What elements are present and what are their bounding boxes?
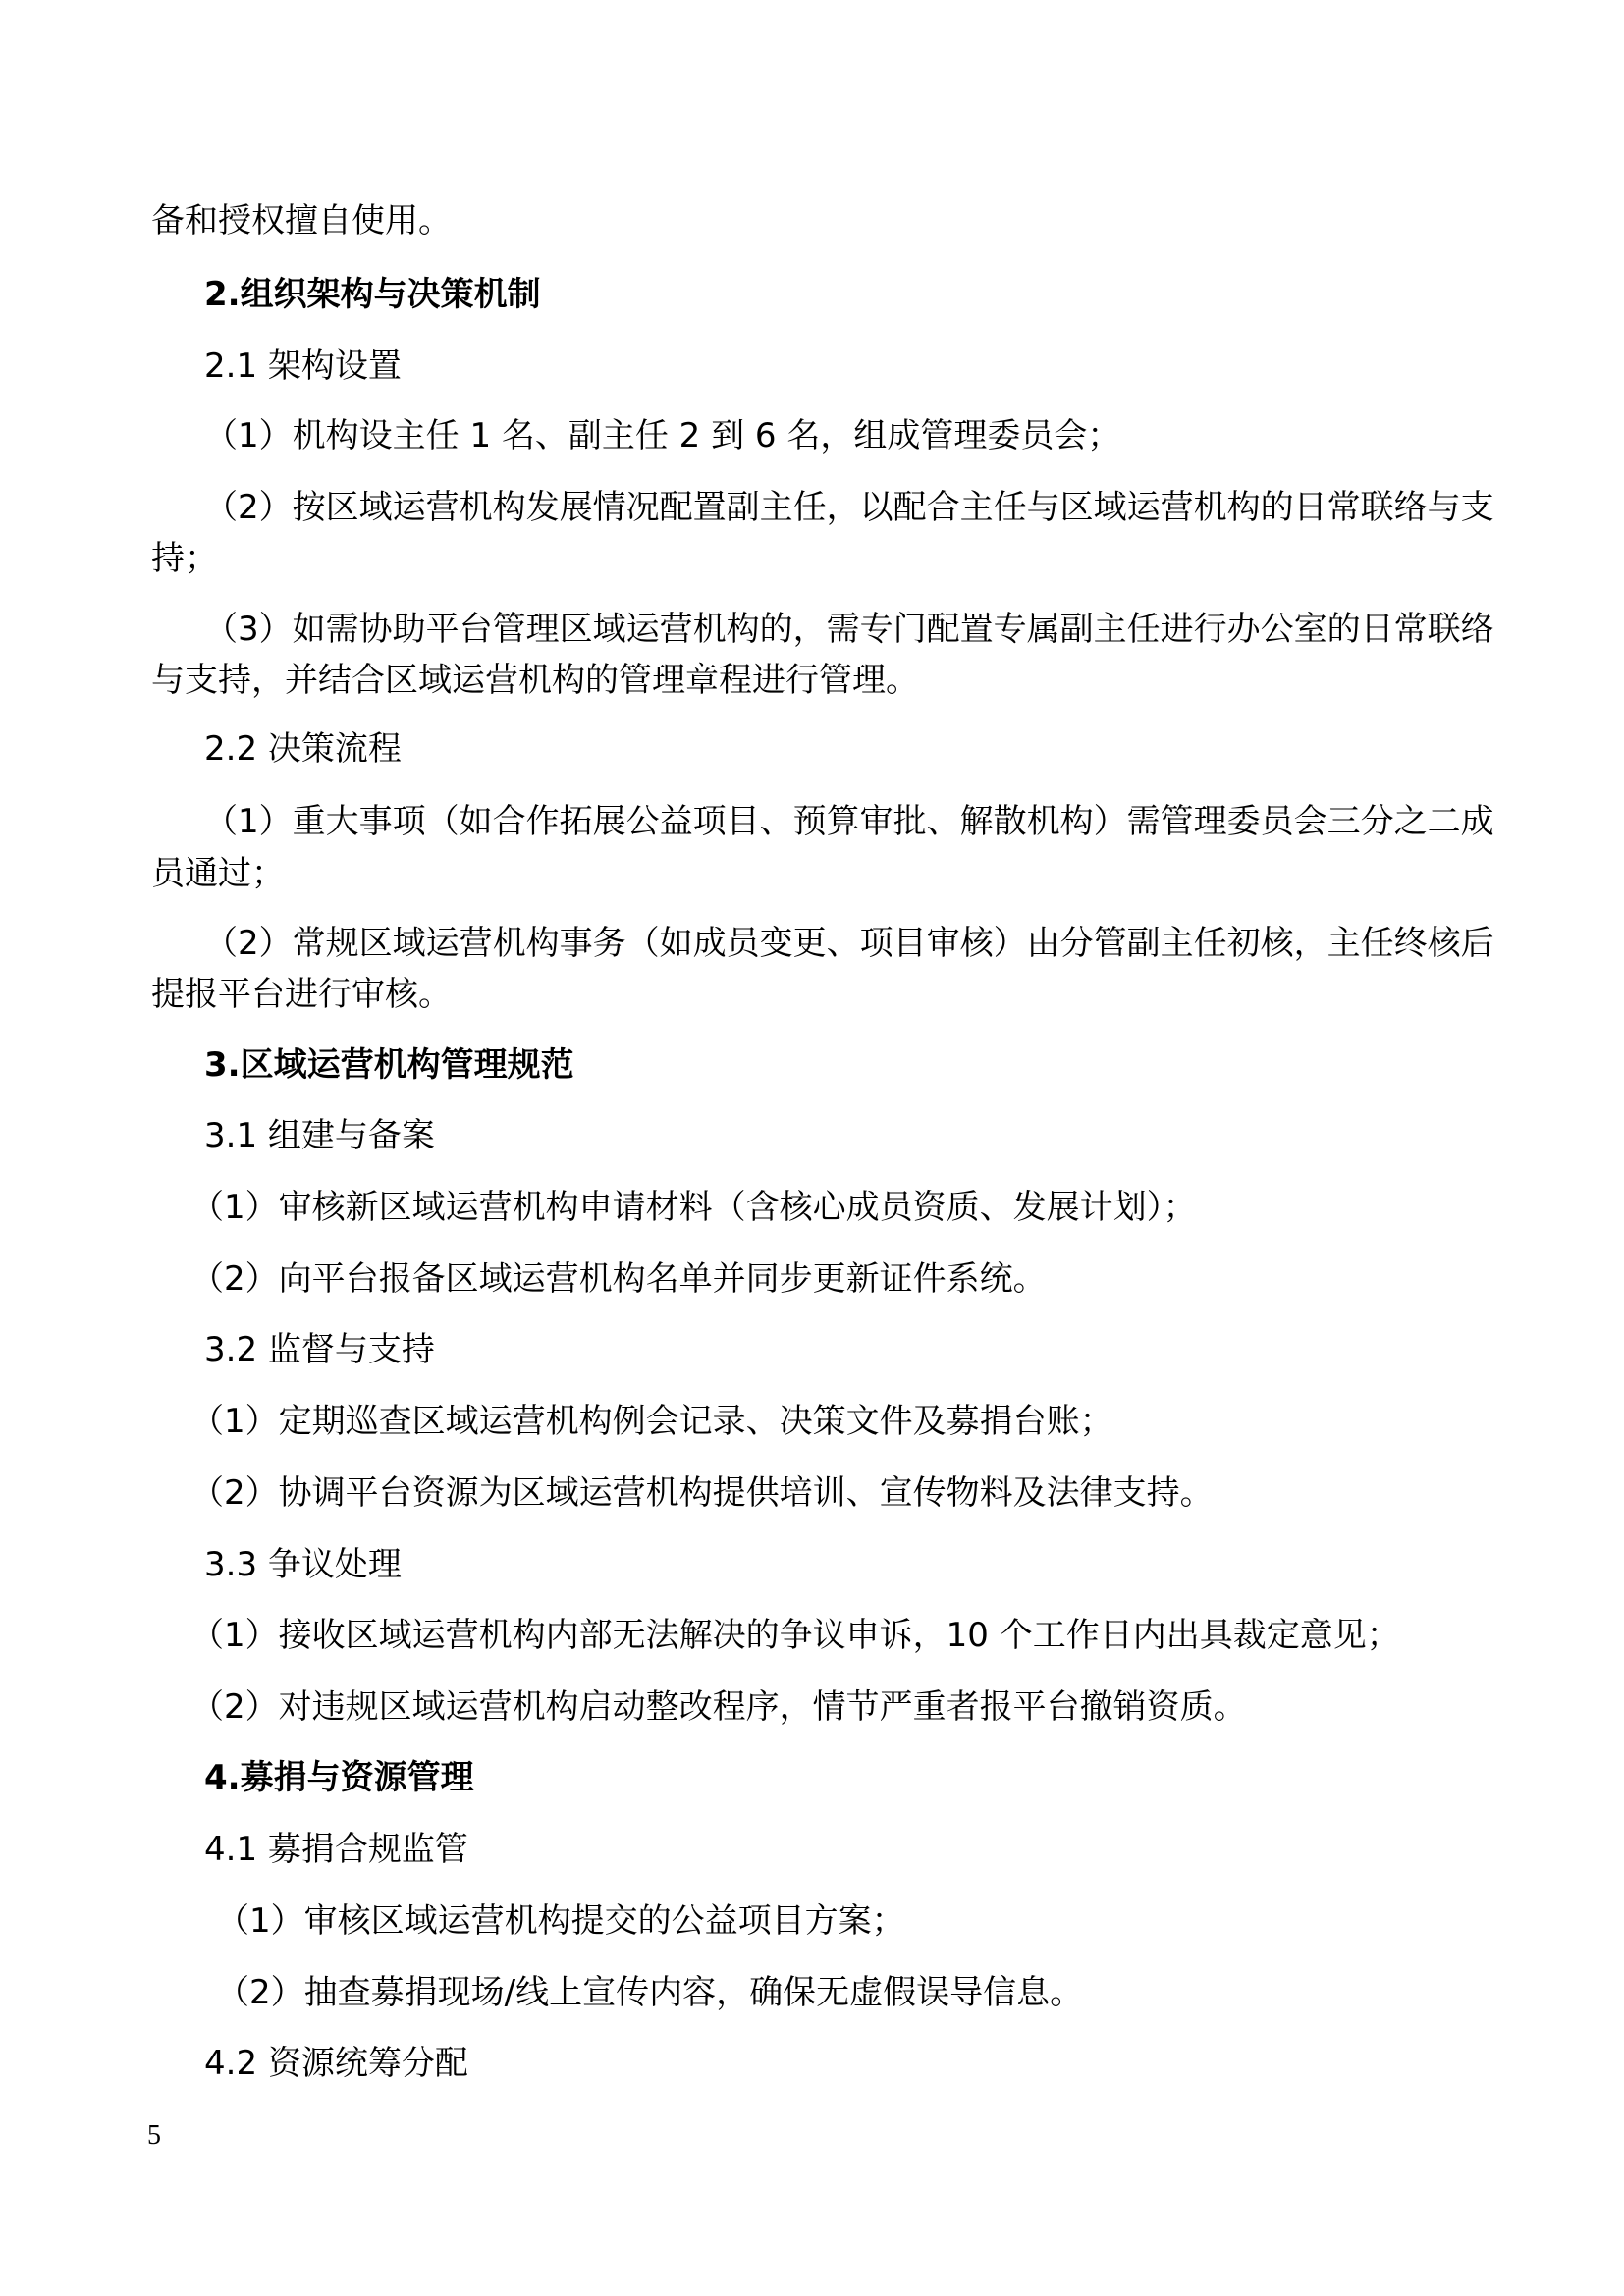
subsection-heading-4-2: 4.2 资源统筹分配 [204,2044,468,2083]
section-heading-4: 4.募捐与资源管理 [204,1758,474,1797]
page-number: 5 [147,2120,161,2151]
subsection-heading-2-2: 2.2 决策流程 [204,729,402,769]
list-item-2-1-1: （1）机构设主任 1 名、副主任 2 到 6 名，组成管理委员会； [204,416,1121,455]
subsection-heading-3-1: 3.1 组建与备案 [204,1116,435,1155]
subsection-heading-4-1: 4.1 募捐合规监管 [204,1830,468,1869]
section-heading-3: 3.区域运营机构管理规范 [204,1045,574,1085]
subsection-heading-3-2: 3.2 监督与支持 [204,1330,435,1369]
list-item-2-1-2-continued: 持； [151,539,218,578]
list-item-2-1-3: （3）如需协助平台管理区域运营机构的，需专门配置专属副主任进行办公室的日常联络 [204,610,1494,649]
list-item-3-3-1: （1）接收区域运营机构内部无法解决的争议申诉，10 个工作日内出具裁定意见； [190,1616,1400,1655]
list-item-3-1-1: （1）审核新区域运营机构申请材料（含核心成员资质、发展计划）； [190,1188,1197,1227]
subsection-heading-3-3: 3.3 争议处理 [204,1545,402,1584]
list-item-3-2-2: （2）协调平台资源为区域运营机构提供培训、宣传物料及法律支持。 [190,1473,1214,1513]
list-item-2-2-1: （1）重大事项（如合作拓展公益项目、预算审批、解散机构）需管理委员会三分之二成 [204,802,1494,841]
list-item-2-1-2: （2）按区域运营机构发展情况配置副主任，以配合主任与区域运营机构的日常联络与支 [204,488,1494,527]
list-item-3-1-2: （2）向平台报备区域运营机构名单并同步更新证件系统。 [190,1259,1047,1299]
list-item-2-2-2: （2）常规区域运营机构事务（如成员变更、项目审核）由分管副主任初核，主任终核后 [204,924,1494,963]
paragraph-continuation: 备和授权擅自使用。 [151,201,452,240]
subsection-heading-2-1: 2.1 架构设置 [204,347,402,386]
list-item-4-1-2: （2）抽查募捐现场/线上宣传内容，确保无虚假误导信息。 [216,1973,1084,2012]
list-item-2-2-1-continued: 员通过； [151,854,285,893]
list-item-2-1-3-continued: 与支持，并结合区域运营机构的管理章程进行管理。 [151,661,919,700]
list-item-3-2-1: （1）定期巡查区域运营机构例会记录、决策文件及募捐台账； [190,1402,1113,1441]
list-item-2-2-2-continued: 提报平台进行审核。 [151,975,452,1014]
list-item-4-1-1: （1）审核区域运营机构提交的公益项目方案； [216,1901,905,1941]
section-heading-2: 2.组织架构与决策机制 [204,275,541,314]
list-item-3-3-2: （2）对违规区域运营机构启动整改程序，情节严重者报平台撤销资质。 [190,1687,1247,1727]
